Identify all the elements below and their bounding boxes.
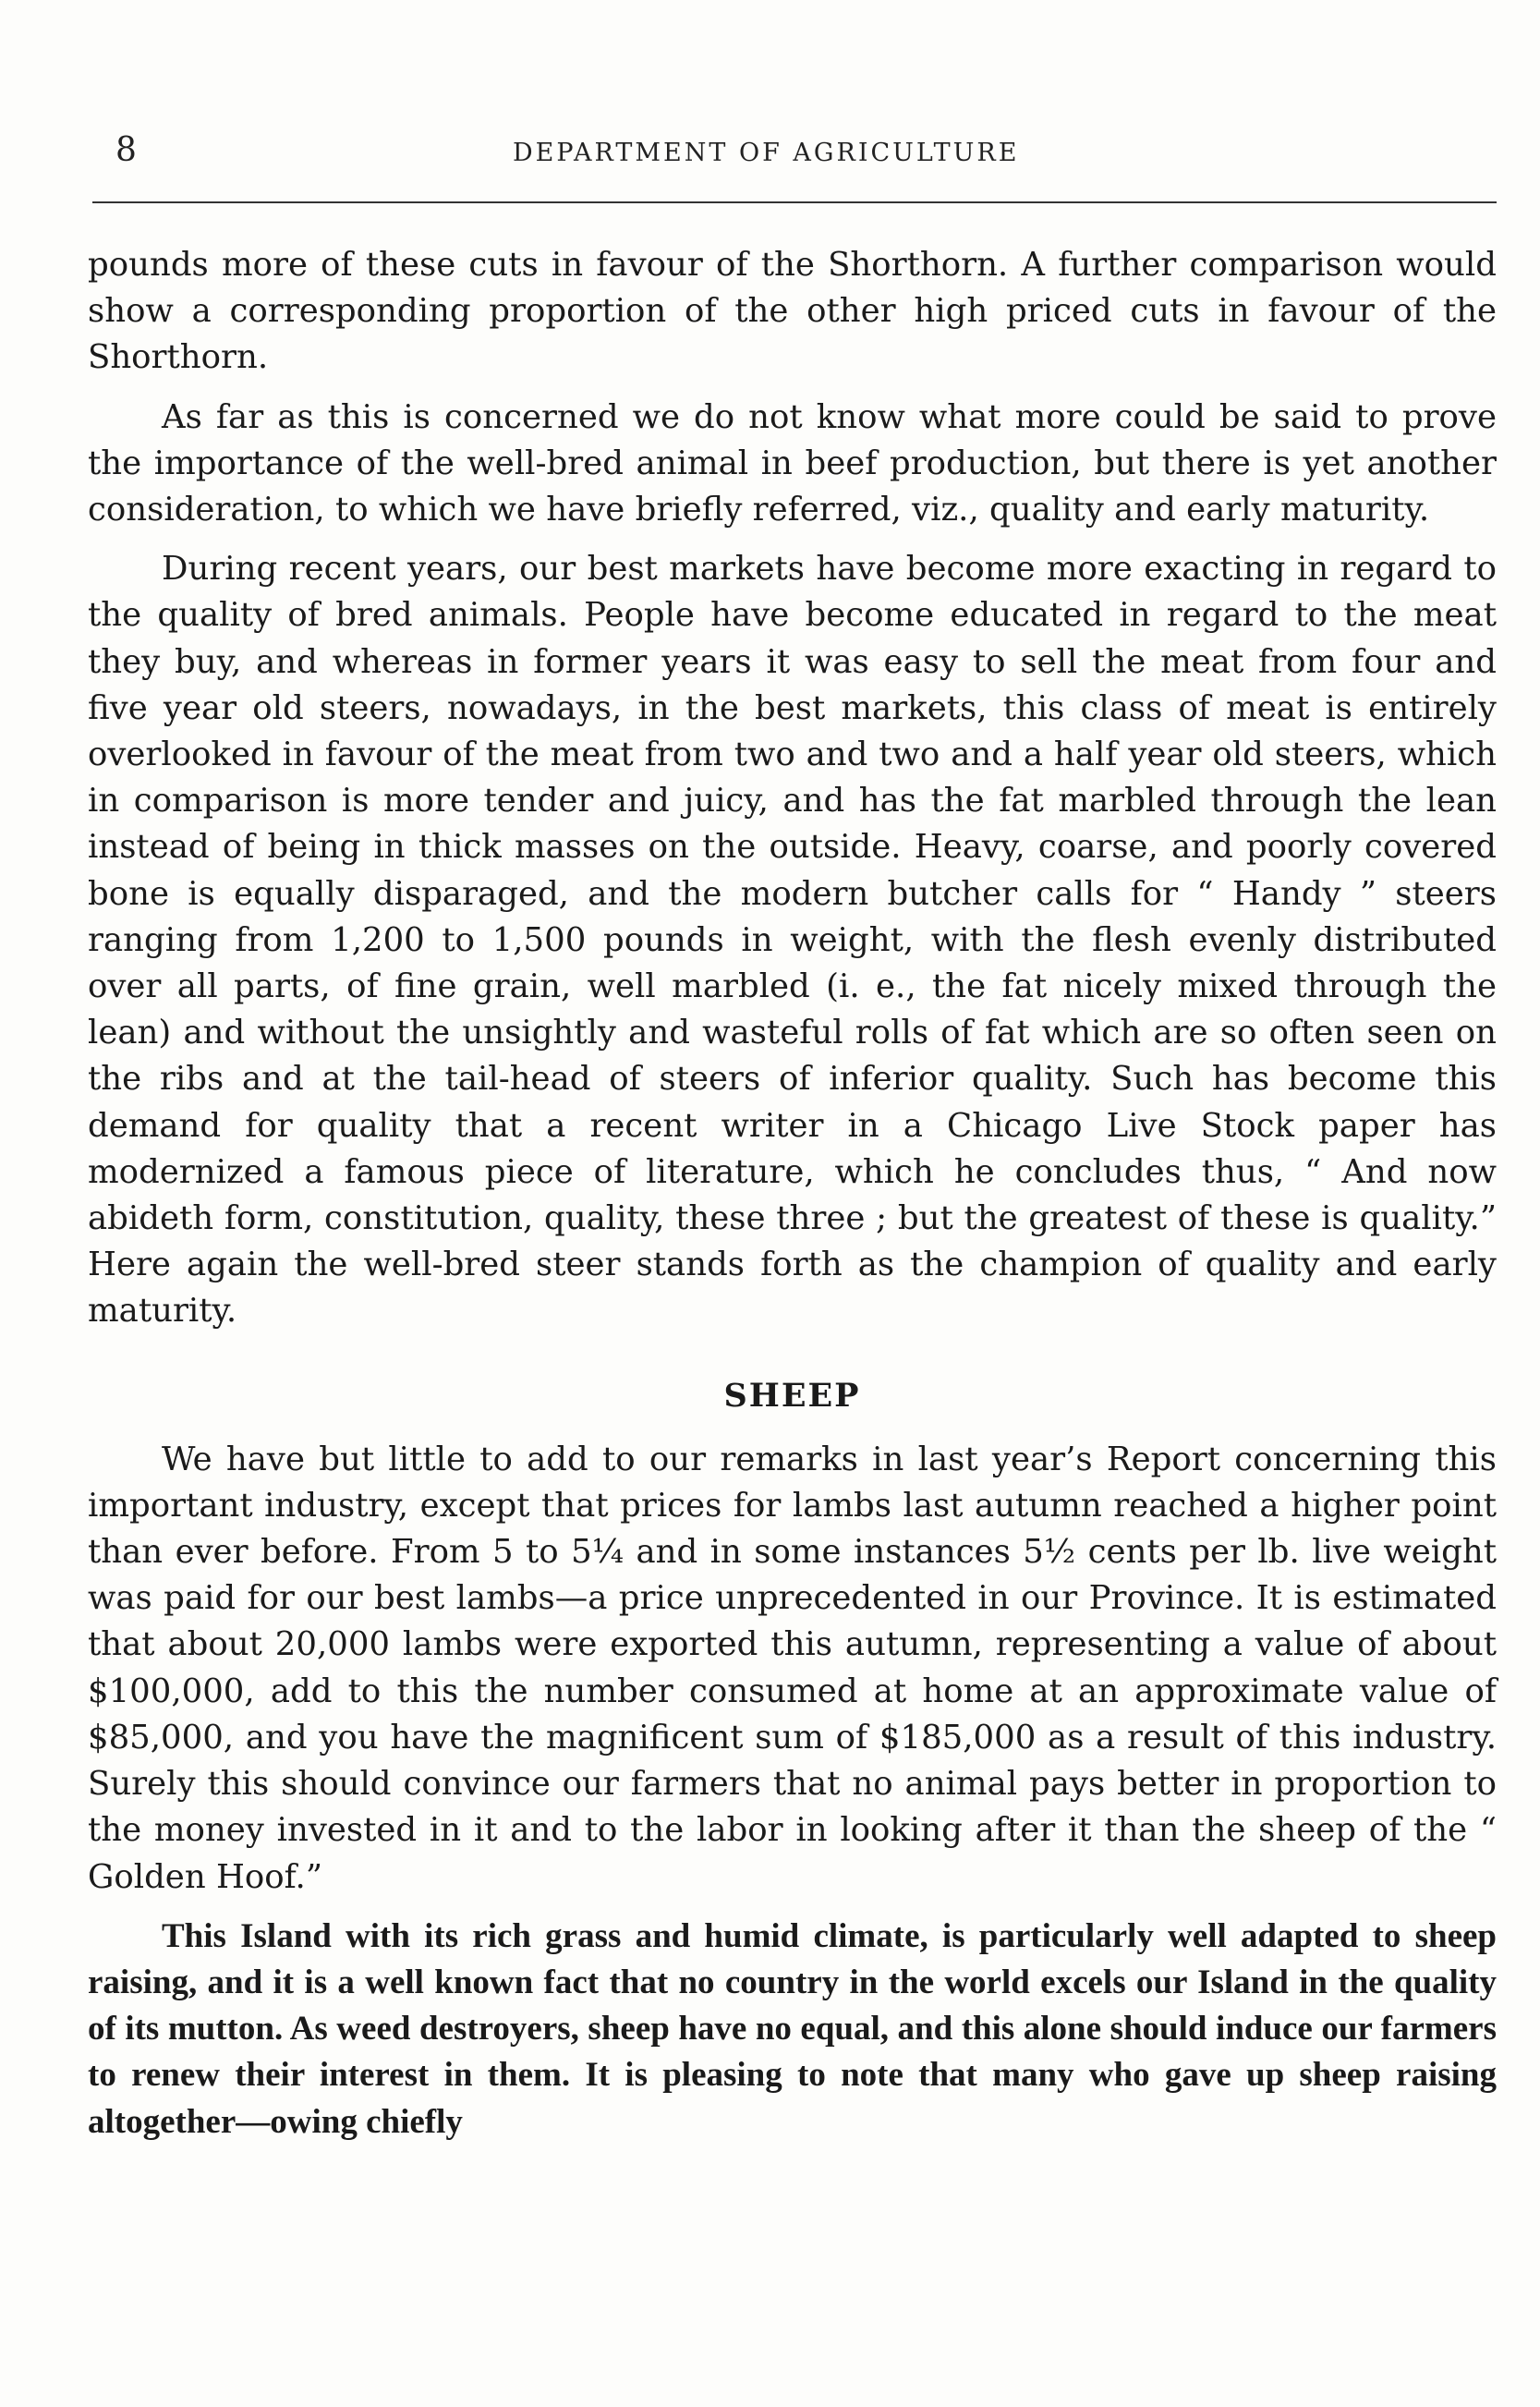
body-text xyxy=(88,242,1497,2146)
header-rule xyxy=(92,201,1497,203)
running-head: DEPARTMENT OF AGRICULTURE xyxy=(513,139,1020,167)
paragraph-sheep-industry: We have but little to add to our remarks in last year’s Report concerning this important industry, except that prices for lambs last autumn reached a higher point than ever before. From 5 to 5¼ and in some instances 5½ cents per lb. live weight was paid for our best lambs—a price unprecedented in our Province. It is estimated that about 20,000 lambs were exported this autumn, representing a value of about $100,000, add to this the number consumed at home at an approximate value of $85,000, and you have the magnificent sum of $185,000 as a result of this industry. Surely this should convince our farmers that no animal pays better in proportion to the money invested in it and to the labor in looking after it than the sheep of the “ Golden Hoof.” xyxy=(88,1440,1497,1896)
paragraph-gap xyxy=(88,382,1497,395)
section-heading-sheep: SHEEP xyxy=(723,1376,861,1415)
paragraph-well-bred-animal: As far as this is concerned we do not know what more could be said to prove the importance of the well-bred animal in beef production, but there is yet another consideration, to which we have briefly referred, viz., quality and early maturity. xyxy=(88,397,1497,529)
paragraph-shorthorn-cuts: pounds more of these cuts in favour of the Shorthorn. A further comparison would show a corresponding proportion of the other high priced cuts in favour of the Shorthorn. xyxy=(88,246,1497,377)
page-header xyxy=(88,131,1497,196)
paragraph-gap xyxy=(88,1901,1497,1914)
paragraph-gap xyxy=(88,533,1497,546)
paragraph-island-sheep: This Island with its rich grass and humid climate, is particularly well adapted to sheep raising, and it is a well known fact that no country in the world excels our Island in the quality of its mutton. As weed destroyers, sheep have no equal, and this alone should induce our farmers to renew their interest in them. It is pleasing to note that many who gave up sheep raising altogether—owing chiefly xyxy=(88,1916,1497,2141)
paragraph-quality-markets: During recent years, our best markets have become more exacting in regard to the quality of bred animals. People have become educated in regard to the meat they buy, and whereas in former years it was easy to sell the meat from four and five year old steers, nowadays, in the best markets, this class of meat is entirely overlooked in favour of the meat from two and two and a half year old steers, which in comparison is more tender and juicy, and has the fat marbled through the lean instead of being in thick masses on the outside. Heavy, coarse, and poorly covered bone is equally disparaged, and the modern butcher calls for “ Handy ” steers ranging from 1,200 to 1,500 pounds in weight, with the flesh evenly distributed over all parts, of fine grain, well marbled (i. e., the fat nicely mixed through the lean) and without the unsightly and wasteful rolls of fat which are so often seen on the ribs and at the tail-head of steers of inferior quality. Such has become this demand for quality that a recent writer in a Chicago Live Stock paper has modernized a famous piece of literature, which he concludes thus, “ And now abideth form, constitution, quality, these three ; but the greatest of these is quality.” Here again the well-bred steer stands forth as the champion of quality and early maturity. xyxy=(88,550,1497,1331)
page-number: 8 xyxy=(115,131,137,169)
